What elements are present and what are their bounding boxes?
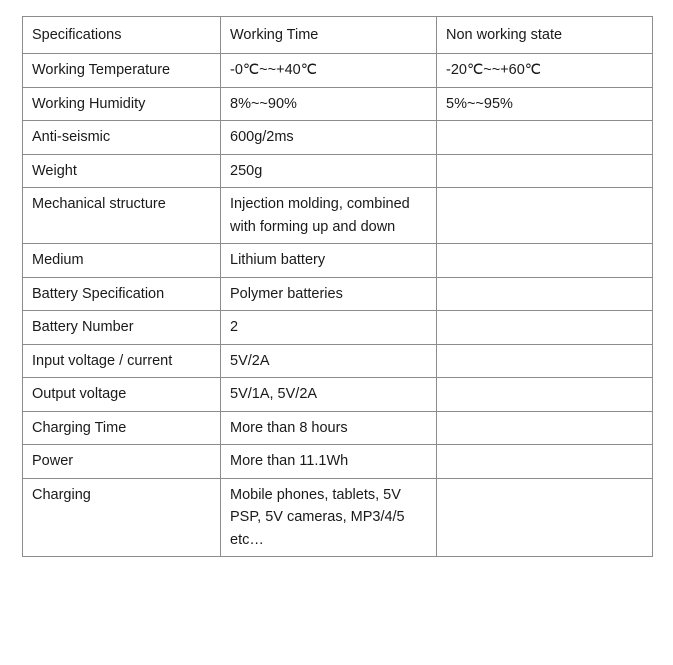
- spec-nonworking-value: [437, 121, 653, 154]
- spec-working-value: 5V/1A, 5V/2A: [221, 378, 437, 411]
- spec-working-value: More than 8 hours: [221, 411, 437, 444]
- spec-working-value: 2: [221, 311, 437, 344]
- table-header-row: [23, 17, 653, 54]
- table-row: [23, 311, 653, 344]
- spec-nonworking-value: [437, 344, 653, 377]
- spec-name: Input voltage / current: [23, 344, 221, 377]
- table-row: [23, 378, 653, 411]
- spec-working-value: More than 11.1Wh: [221, 445, 437, 478]
- column-header-non-working-state: Non working state: [437, 17, 653, 54]
- spec-working-value: 600g/2ms: [221, 121, 437, 154]
- spec-nonworking-value: [437, 478, 653, 556]
- spec-name: Working Humidity: [23, 87, 221, 120]
- spec-working-value: 5V/2A: [221, 344, 437, 377]
- spec-nonworking-value: [437, 277, 653, 310]
- spec-working-value: Lithium battery: [221, 244, 437, 277]
- spec-working-value: 8%~~90%: [221, 87, 437, 120]
- spec-name: Charging: [23, 478, 221, 556]
- table-row: [23, 445, 653, 478]
- table-row: [23, 154, 653, 187]
- spec-name: Power: [23, 445, 221, 478]
- spec-name: Charging Time: [23, 411, 221, 444]
- spec-name: Anti-seismic: [23, 121, 221, 154]
- table-row: [23, 411, 653, 444]
- table-row: [23, 277, 653, 310]
- table-row: [23, 87, 653, 120]
- spec-working-value: -0℃~~+40℃: [221, 54, 437, 87]
- spec-nonworking-value: [437, 311, 653, 344]
- table-row: [23, 344, 653, 377]
- spec-name: Battery Number: [23, 311, 221, 344]
- spec-nonworking-value: [437, 188, 653, 244]
- column-header-working-time: Working Time: [221, 17, 437, 54]
- spec-working-value: Mobile phones, tablets, 5V PSP, 5V cameras, MP3/4/5 etc…: [221, 478, 437, 556]
- specifications-table: [22, 16, 653, 557]
- spec-nonworking-value: [437, 378, 653, 411]
- spec-name: Weight: [23, 154, 221, 187]
- column-header-specifications: Specifications: [23, 17, 221, 54]
- spec-name: Output voltage: [23, 378, 221, 411]
- table-row: [23, 188, 653, 244]
- spec-nonworking-value: [437, 445, 653, 478]
- spec-nonworking-value: [437, 154, 653, 187]
- table-row: [23, 244, 653, 277]
- spec-working-value: 250g: [221, 154, 437, 187]
- table-row: [23, 478, 653, 556]
- table-row: [23, 121, 653, 154]
- spec-name: Medium: [23, 244, 221, 277]
- spec-nonworking-value: [437, 244, 653, 277]
- spec-nonworking-value: -20℃~~+60℃: [437, 54, 653, 87]
- spec-nonworking-value: [437, 411, 653, 444]
- spec-working-value: Polymer batteries: [221, 277, 437, 310]
- table-row: [23, 54, 653, 87]
- spec-nonworking-value: 5%~~95%: [437, 87, 653, 120]
- spec-name: Mechanical structure: [23, 188, 221, 244]
- spec-name: Battery Specification: [23, 277, 221, 310]
- spec-name: Working Temperature: [23, 54, 221, 87]
- spec-working-value: Injection molding, combined with forming up and down: [221, 188, 437, 244]
